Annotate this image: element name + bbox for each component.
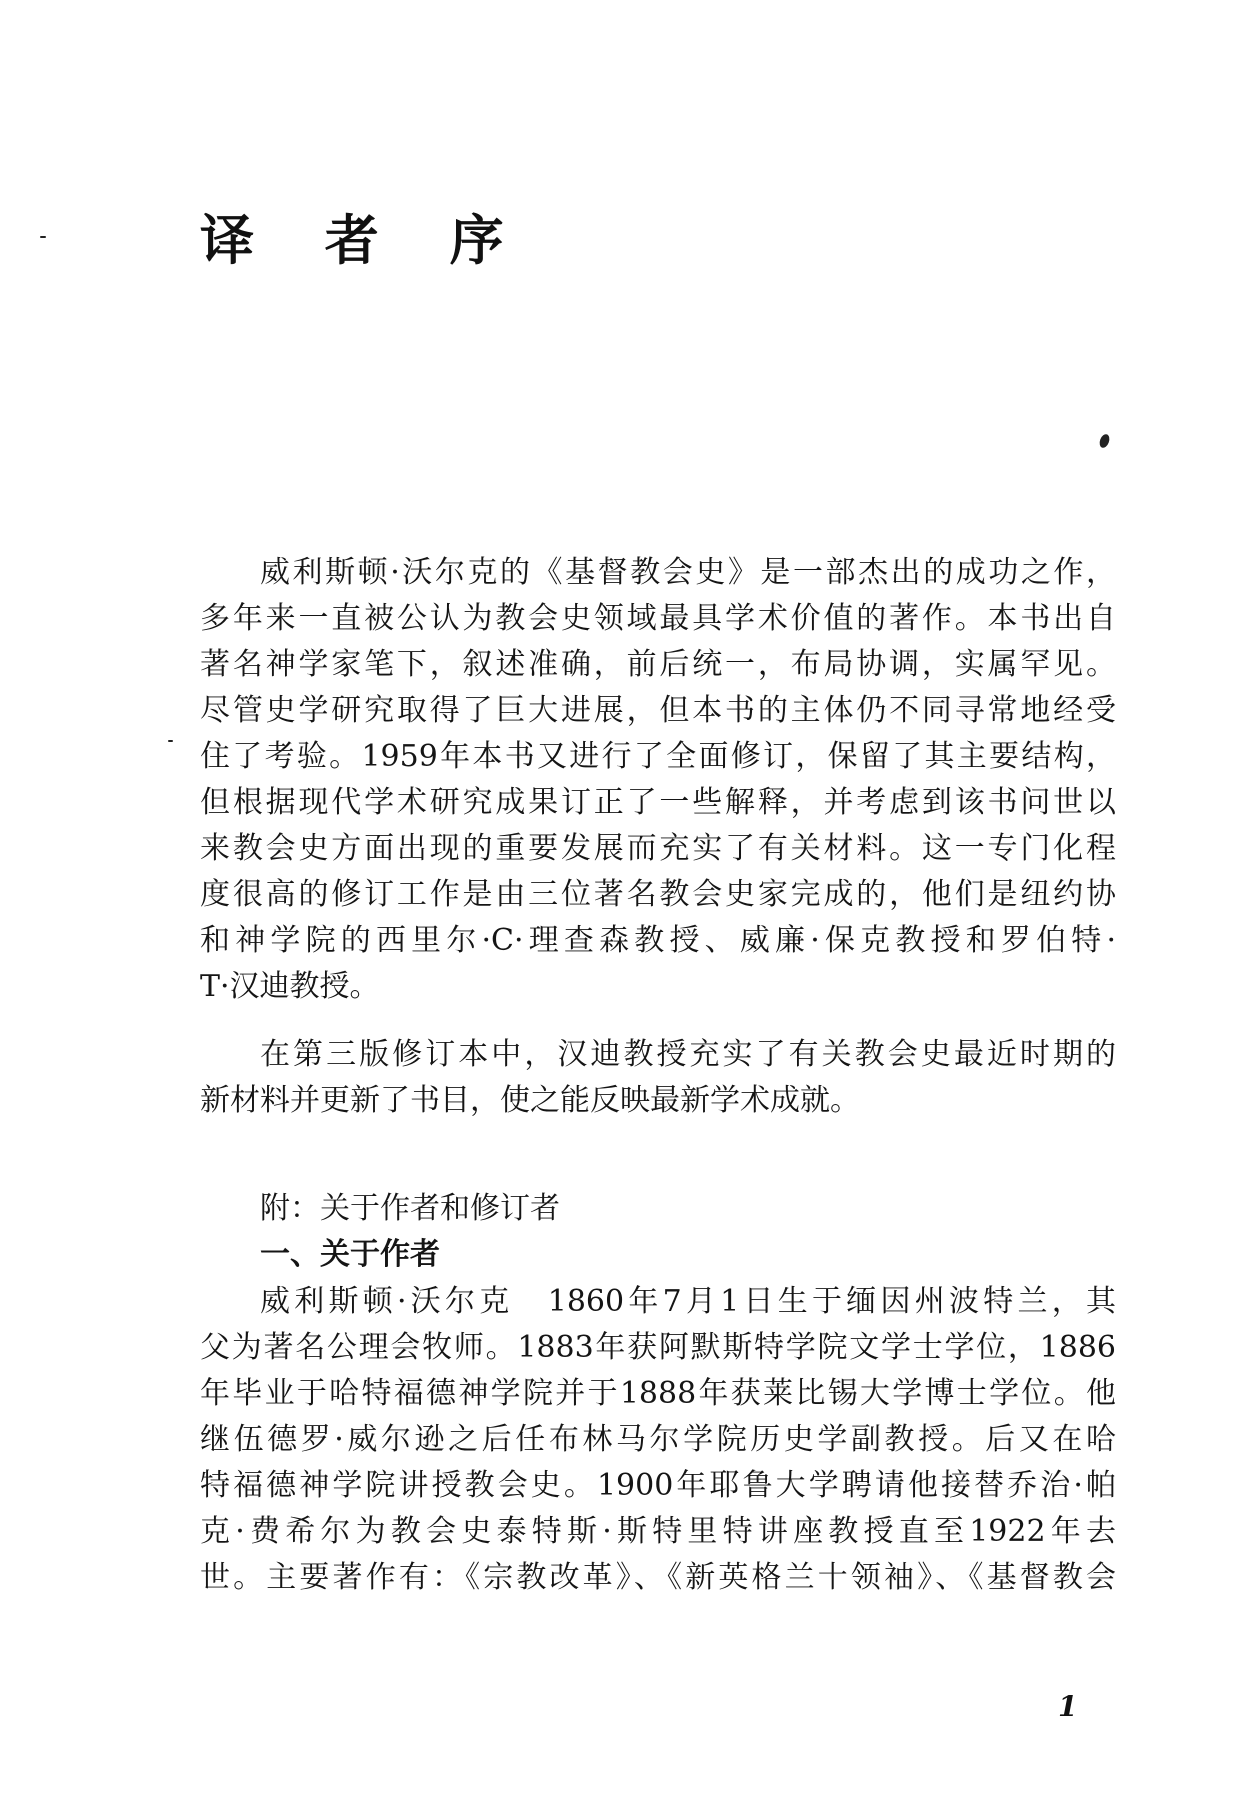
text-line: 但根据现代学术研究成果订正了一些解释，并考虑到该书问世以 [200, 785, 1116, 820]
text-line: T·汉迪教授。 [200, 969, 380, 1004]
text-line: 和神学院的西里尔·C·理查森教授、威廉·保克教授和罗伯特· [200, 923, 1116, 958]
ink-speck [1098, 433, 1111, 449]
text-line: 来教会史方面出现的重要发展而充实了有关材料。这一专门化程 [200, 831, 1116, 866]
text-line: 度很高的修订工作是由三位著名教会史家完成的，他们是纽约协 [200, 877, 1116, 912]
appendix-heading: 附：关于作者和修订者 [260, 1191, 560, 1226]
text-line: 特福德神学院讲授教会史。1900年耶鲁大学聘请他接替乔治·帕 [200, 1468, 1116, 1503]
text-line: 住了考验。1959年本书又进行了全面修订，保留了其主要结构， [200, 739, 1116, 774]
text-line: 父为著名公理会牧师。1883年获阿默斯特学院文学士学位，1886 [200, 1330, 1116, 1365]
text-line: 克·费希尔为教会史泰特斯·斯特里特讲座教授直至1922年去 [200, 1514, 1116, 1549]
page-number: 1 [1058, 1690, 1078, 1723]
section-heading: 一、关于作者 [260, 1237, 440, 1272]
text-line: 著名神学家笔下，叙述准确，前后统一，布局协调，实属罕见。 [200, 647, 1116, 682]
text-line: 继伍德罗·威尔逊之后任布林马尔学院历史学副教授。后又在哈 [200, 1422, 1116, 1457]
text-line: 在第三版修订本中，汉迪教授充实了有关教会史最近时期的 [260, 1037, 1116, 1072]
preface-paragraph-2 [200, 1032, 1116, 1124]
text-line: 新材料并更新了书目，使之能反映最新学术成就。 [200, 1083, 860, 1118]
author-paragraph [200, 1279, 1116, 1601]
text-line: 世。主要著作有：《宗教改革》、《新英格兰十领袖》、《基督教会 [200, 1560, 1116, 1595]
ink-speck [40, 236, 46, 238]
page-title: 译 者 序 [200, 208, 530, 272]
text-line: 年毕业于哈特福德神学院并于1888年获莱比锡大学博士学位。他 [200, 1376, 1116, 1411]
ink-speck [168, 740, 173, 742]
preface-paragraph-1 [200, 550, 1116, 1010]
text-line: 多年来一直被公认为教会史领域最具学术价值的著作。本书出自 [200, 601, 1116, 636]
text-line: 威利斯顿·沃尔克的《基督教会史》是一部杰出的成功之作， [260, 555, 1116, 590]
text-line: 威利斯顿·沃尔克 1860年7月1日生于缅因州波特兰，其 [260, 1284, 1116, 1319]
text-line: 尽管史学研究取得了巨大进展，但本书的主体仍不同寻常地经受 [200, 693, 1116, 728]
